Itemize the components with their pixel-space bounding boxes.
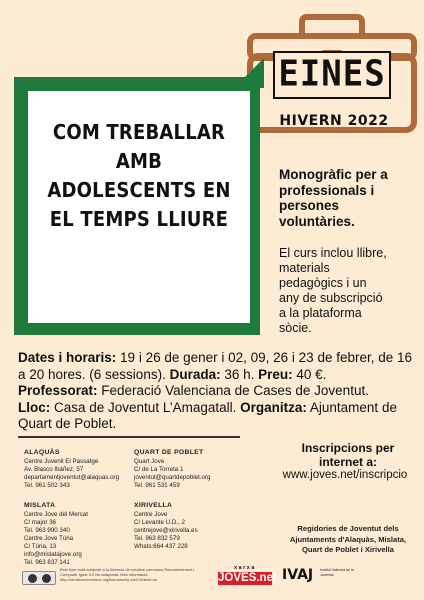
teachers-text: Federació Valenciana de Cases de Joventut. xyxy=(97,383,369,398)
course-line: a la plataforma xyxy=(279,306,362,320)
section-divider xyxy=(18,436,240,438)
course-line: any de subscripció xyxy=(279,291,383,305)
ivaj-logo: IVAJ xyxy=(282,567,314,583)
duration-text: 36 h. xyxy=(220,366,259,382)
course-title-line: COM TREBALLAR xyxy=(52,120,226,144)
organizers-line: Regidories de Joventut dels xyxy=(297,524,399,533)
venue-name: QUART DE POBLET xyxy=(134,449,204,456)
eines-title: EINES xyxy=(278,53,386,95)
venue-name: XIRIVELLA xyxy=(134,502,173,509)
venue-alaquas xyxy=(24,449,134,490)
price-label: Preu: xyxy=(258,366,293,382)
place-text: Casa de Joventut L’Amagatall. xyxy=(50,399,241,415)
course-details xyxy=(18,350,418,433)
course-title-line: AMB xyxy=(115,149,163,173)
venue-line: Tel. 963 832 579 xyxy=(134,535,180,542)
venue-line: C/ major 36 xyxy=(24,519,56,526)
license-text: Este flyer està subjecte a la llicència de creative commons Reconeixement i Compartir Igual 3.0 No adaptada. Més informació: http://creativecommons.org/licenses/by-sa/3.0/deed.ca xyxy=(60,567,195,582)
course-title-line: EL TEMPS LLIURE xyxy=(49,207,229,231)
venue-line: Av. Blasco Ibáñez, 57 xyxy=(24,466,84,473)
price-text: 40 €. xyxy=(292,366,327,382)
dates-text: 19 i 26 de gener i 02, 09, 26 i 23 de febrer, de 16 a 20 hores. (6 sessions). xyxy=(18,350,413,382)
venue-email[interactable]: joventut@quartdepoblet.org xyxy=(134,474,211,481)
monograph-description xyxy=(279,167,419,229)
venue-email[interactable]: info@mislatajove.org xyxy=(24,551,82,558)
course-includes xyxy=(279,246,419,336)
venue-email[interactable]: centrejove@xirivella.es xyxy=(134,527,198,534)
joves-net-wordmark: JOVES.net xyxy=(218,572,277,584)
inscription-title-line: internet a: xyxy=(318,454,377,469)
monograph-line: persones xyxy=(279,198,340,213)
course-line: El curs inclou llibre, xyxy=(279,246,387,260)
venue-line: C/ Levante U.D., 2 xyxy=(134,519,185,526)
organizer-label: Organitza: xyxy=(240,399,307,415)
monograph-line: Monogràfic per a xyxy=(279,167,388,182)
venue-line: Centre Jove Túria xyxy=(24,535,74,542)
venue-line: Tel. 961 531 459 xyxy=(134,482,180,489)
venue-line: Centre Jove del Mercat xyxy=(24,511,88,518)
venue-line: Tel. 963 837 141 xyxy=(24,559,70,566)
venue-line: Tel. 961 502 343 xyxy=(24,482,70,489)
venue-name: MISLATA xyxy=(24,502,56,509)
ivaj-subtitle: Institut Valencià de la Joventut xyxy=(320,568,354,577)
course-line: pedagògics i un xyxy=(279,276,367,290)
venue-line: Tel. 963 990 340 xyxy=(24,527,70,534)
venue-mislata xyxy=(24,502,134,567)
dates-label: Dates i horaris: xyxy=(18,350,117,365)
venue-line: Quart Jove xyxy=(134,458,165,465)
venue-line: Whats:664 437 228 xyxy=(134,543,188,550)
venue-line: C/ de La Torreta 1 xyxy=(134,466,184,473)
place-label: Lloc: xyxy=(18,399,51,415)
duration-label: Durada: xyxy=(169,366,221,382)
inscription-title xyxy=(286,442,410,469)
organizers-credit xyxy=(278,524,418,556)
venue-xirivella xyxy=(134,502,244,551)
joves-net-top: xarxa xyxy=(234,565,256,571)
venue-name: ALAQUÀS xyxy=(24,449,60,456)
inscription-link[interactable]: www.joves.net/inscripcio xyxy=(282,469,408,481)
course-line: materials xyxy=(279,261,330,275)
monograph-line: professionals i xyxy=(279,182,375,198)
course-line: sòcie. xyxy=(279,321,312,335)
course-title-line: ADOLESCENTS EN xyxy=(47,178,231,202)
venue-line: C/ Túria, 13 xyxy=(24,543,57,550)
season-label: HIVERN 2022 xyxy=(279,113,389,129)
course-title xyxy=(41,118,236,234)
creative-commons-icon xyxy=(22,571,56,585)
organizers-line: Quart de Poblet i Xirivella xyxy=(302,545,394,554)
card-corner-tab xyxy=(234,58,264,88)
venue-line: Centre Juvenil El Passatge xyxy=(24,458,99,465)
venue-quart-de-poblet xyxy=(134,449,244,490)
joves-net-logo xyxy=(218,565,277,587)
organizer-text: Ajuntament de Quart de Poblet. xyxy=(18,399,397,431)
teachers-label: Professorat: xyxy=(18,383,98,398)
venue-line: Centre Jove xyxy=(134,511,168,518)
organizers-line: Ajuntaments d'Alaquàs, Mislata, xyxy=(289,534,407,544)
venue-email[interactable]: departamentjoventut@alaquas.org xyxy=(24,474,120,481)
inscription-title-line: Inscripcions per xyxy=(301,441,395,455)
monograph-line: voluntàries. xyxy=(279,213,355,229)
